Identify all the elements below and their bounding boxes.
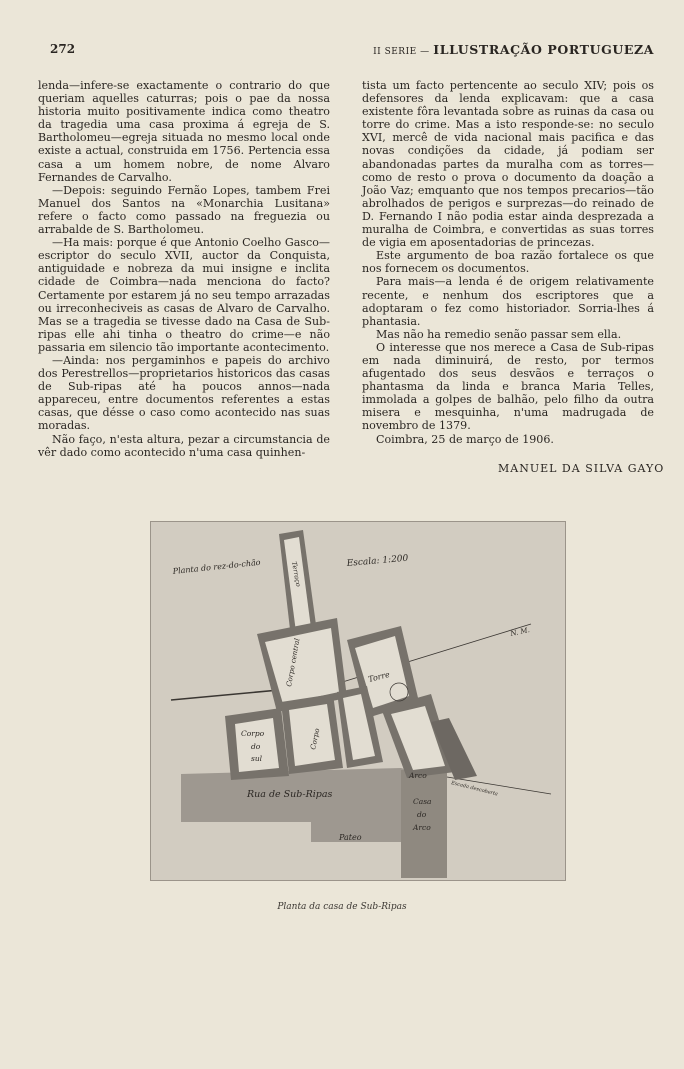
figure-caption: Planta da casa de Sub-Ripas (277, 902, 407, 912)
paragraph: Este argumento de boa razão fortalece os que nos fornecem os documentos. (362, 249, 654, 276)
plan-scale: Escala: 1:200 (346, 553, 409, 569)
pateo-label: Pateo (339, 833, 362, 842)
corpo-label: Corpo (309, 727, 322, 751)
paragraph: Para mais—a lenda é de origem relativamente recente, e nenhum dos escriptores que a adoptaram o fez como historiador. Sorria-lhes á phantasia. (362, 275, 654, 328)
paragraph: tista um facto pertencente ao seculo XIV; pois os defensores da lenda explicavam: que a casa existente fôra levantada sobre as ruinas da casa ou torre do crime. Mas a isto responde-se: no seculo XVI, mercê de vida nacional mais pacifica e das novas condições da cidade, já podiam ser abandonadas partes da muralha com as torres—como de resto o prova o documento da doação a João Vaz; emquanto que nos tempos precarios—tão abrolhados de perigos e surprezas—do reinado de D. Fernando I não podia estar ainda desprezada a muralha de Coimbra, e convertidas as suas torres de vigia em aposentadorias de princezas. (362, 79, 654, 250)
rua-label: Rua de Sub-Ripas (247, 789, 333, 800)
series-label: II SERIE — (373, 47, 430, 57)
floor-plan-drawing (151, 522, 565, 880)
floor-plan-figure (150, 521, 566, 881)
paragraph: —Ainda: nos pergaminhos e papeis do archivo dos Perestrellos—proprietarios historicos das casas de Sub-ripas até ha poucos annos—nada appareceu, entre documentos referentes a estas casas, que désse o caso como acontecido nas suas moradas. (38, 353, 330, 433)
paragraph: Mas não ha remedio senão passar sem ella. (376, 327, 622, 341)
paragraph: Não faço, n'esta altura, pezar a circumstancia de vêr dado como acontecido n'uma casa quinhen- (38, 432, 330, 459)
page-number: 272 (50, 42, 76, 56)
north-label: N. M. (509, 626, 531, 638)
paragraph: —Ha mais: porque é que Antonio Coelho Gasco—escriptor do seculo XVII, auctor da Conquista, antiguidade e nobreza da mui insigne e inclita cidade de Coimbra—nada menciona do facto? Certamente por estarem já no seu tempo arrazadas ou irreconheciveis as casas de Alvaro de Carvalho. Mas se a tragedia se tivesse dado na Casa de Sub-ripas elle ahi tinha o theatro do crime—e não passaria em silencio tão importante acontecimento. (38, 236, 330, 354)
author-signature: MANUEL DA SILVA GAYO (498, 462, 665, 475)
corpo-sul-label: sul (251, 754, 263, 763)
right-column (362, 79, 654, 446)
left-column (38, 79, 330, 459)
plan-title: Planta do rez-do-chão (172, 557, 261, 576)
arco-label: Arco (409, 771, 427, 780)
paragraph: —Depois: seguindo Fernão Lopes, tambem Frei Manuel dos Santos na «Monarchia Lusitana» refere o facto como passado na freguezia ou arrabalde de S. Bartholomeu. (38, 183, 330, 237)
paragraph: lenda—infere-se exactamente o contrario do que queriam aquelles caturras; pois o pae da nossa historia muito positivamente indica como theatro da tragedia uma casa proxima á egreja de S. Bartholomeu—egreja situada no mesmo local onde existe a actual, construida em 1756. Pertencia essa casa a um homem nobre, de nome Alvaro Fernandes de Carvalho. (38, 79, 330, 184)
casa-arco-label: do (417, 810, 427, 819)
escada-label: Escada descoberta (450, 780, 499, 798)
publication-title: ILLUSTRAÇÃO PORTUGUEZA (433, 42, 654, 57)
running-title (373, 42, 654, 57)
casa-arco-label: Arco (413, 823, 431, 832)
dateline: Coimbra, 25 de março de 1906. (376, 432, 554, 446)
central-label: Corpo central (285, 637, 302, 688)
terraco-label: Terraço (290, 560, 303, 588)
paragraph: O interesse que nos merece a Casa de Sub-ripas em nada diminuirá, de resto, por termos afugentado dos seus desvãos e terraços o phantasma da linda e branca Maria Telles, immolada a golpes de balhão, pelo filho da outra misera e mesquinha, n'uma madrugada de novembro de 1379. (362, 340, 654, 433)
torre-label: Torre (367, 669, 391, 684)
casa-arco-label: Casa (413, 797, 432, 806)
corpo-sul-label: Corpo (241, 729, 265, 738)
corpo-sul-label: do (251, 742, 261, 751)
page-header (50, 42, 654, 58)
